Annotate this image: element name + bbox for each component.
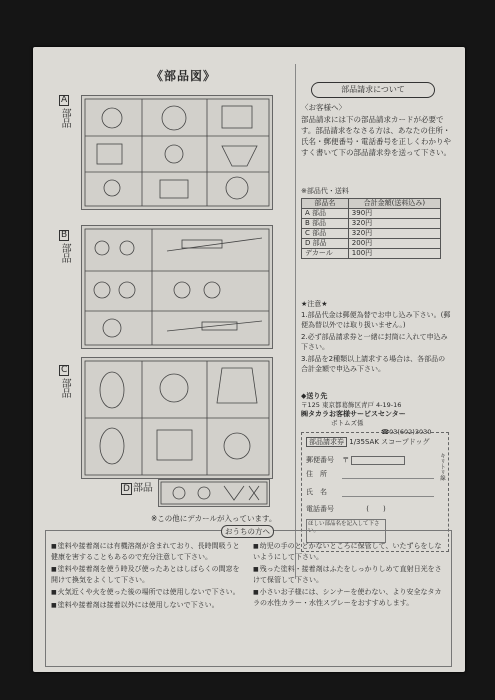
send-to-company: ㈱タカラお客様サービスセンター	[301, 410, 406, 418]
coupon-product: 1/35SAK スコープドッグ	[349, 438, 430, 446]
runner-c-drawing	[82, 358, 272, 478]
price-heading: ※部品代・送料	[301, 187, 349, 195]
customer-heading: 〈お客様へ〉	[301, 103, 346, 112]
coupon-title-row	[306, 437, 430, 447]
list-item: ■ 小さいお子様には、シンナーを使わない、より安全なタカラの水性カラー・水性スプレーをおすすめします。	[253, 587, 443, 608]
list-item: ■ 火気近くや火を使った後の場所では使用しないで下さい。	[51, 587, 241, 598]
address-field[interactable]	[342, 478, 434, 479]
send-to-heading: ◆送り先	[301, 392, 328, 400]
coupon-part-note[interactable]: ほしい部品名を記入して下さい。	[306, 519, 386, 543]
table-row: C 部品 320円	[302, 229, 441, 239]
list-item: 3.部品を2種類以上請求する場合は、各部品の合計金額で申込み下さい。	[301, 355, 446, 373]
price-table-header	[302, 199, 441, 209]
table-row: デカール 100円	[302, 249, 441, 259]
send-to-tel: ☎03(602)3030	[381, 428, 432, 436]
instruction-sheet	[33, 47, 465, 672]
name-label: 氏 名	[306, 488, 327, 496]
runner-b-drawing	[82, 226, 272, 348]
runner-a	[81, 95, 273, 210]
phone-field[interactable]: ( )	[366, 505, 386, 513]
table-row: A 部品 390円	[302, 209, 441, 219]
parents-notice-right	[253, 541, 443, 610]
runner-b	[81, 225, 273, 349]
price-col-total: 合計金額(送料込み)	[348, 199, 440, 209]
parents-notice-title: おうちの方へ	[221, 525, 274, 538]
request-title: 部品請求について	[311, 82, 435, 98]
table-row: B 部品 320円	[302, 219, 441, 229]
cut-line-note: キリトリ線	[439, 453, 445, 481]
name-field[interactable]	[342, 496, 434, 497]
send-to-dept: ボトムズ係	[331, 419, 364, 427]
decal-note: ※この他にデカールが入っています。	[151, 514, 277, 523]
runner-d-drawing	[159, 480, 269, 506]
list-item: ■ 塗料や接着剤を使う時及び使ったあとはしばらくの間窓を開けて換気をよくして下さい。	[51, 564, 241, 585]
price-table	[301, 198, 441, 259]
list-item: ■ 幼児の手のとどかないところに保管して、いたずらをしないようにして下さい。	[253, 541, 443, 562]
send-to-block	[301, 392, 431, 437]
parts-diagram-title: 《部品図》	[151, 69, 217, 83]
caution-list	[301, 310, 451, 376]
address-label: 住 所	[306, 470, 327, 478]
list-item: 1.部品代金は郵便為替でお申し込み下さい。(郵便為替以外では取り扱いません。)	[301, 311, 451, 329]
runner-a-label: A部品	[59, 95, 71, 128]
caution-heading: ★注意★	[301, 300, 328, 308]
request-body: 部品請求には下の部品請求カードが必要です。部品請求をなさる方は、あなたの住所・氏名・郵便番号・電話番号を正しくわかりやすく書いて下の部品請求券を送って下さい。	[301, 115, 451, 157]
coupon-title: 部品請求券	[306, 437, 347, 447]
list-item: ■ 塗料や接着剤は接着以外には使用しないで下さい。	[51, 600, 241, 611]
list-item: 2.必ず部品請求券と一緒に封筒に入れて申込み下さい。	[301, 333, 448, 351]
postal-row: 郵便番号 〒	[306, 455, 405, 465]
send-to-address: 〒125 東京都葛飾区青戸 4-19-16	[301, 401, 402, 409]
table-row: D 部品 200円	[302, 239, 441, 249]
postal-boxes[interactable]	[351, 456, 405, 465]
runner-d	[158, 479, 270, 507]
list-item: ■ 残った塗料・接着剤はふたをしっかりしめて直射日光をさけて保管して下さい。	[253, 564, 443, 585]
price-col-name: 部品名	[302, 199, 349, 209]
parents-notice-left	[51, 541, 241, 613]
runner-b-label: B部品	[59, 230, 71, 263]
phone-row: 電話番号 ( )	[306, 505, 386, 513]
runner-c	[81, 357, 273, 479]
runner-c-label: C部品	[59, 365, 71, 398]
runner-d-label: D 部品	[123, 483, 153, 494]
runner-a-drawing	[82, 96, 272, 209]
list-item: ■ 塗料や接着剤には有機溶剤が含まれており、長時間吸うと健康を害することもあるので充分注意して下さい。	[51, 541, 241, 562]
